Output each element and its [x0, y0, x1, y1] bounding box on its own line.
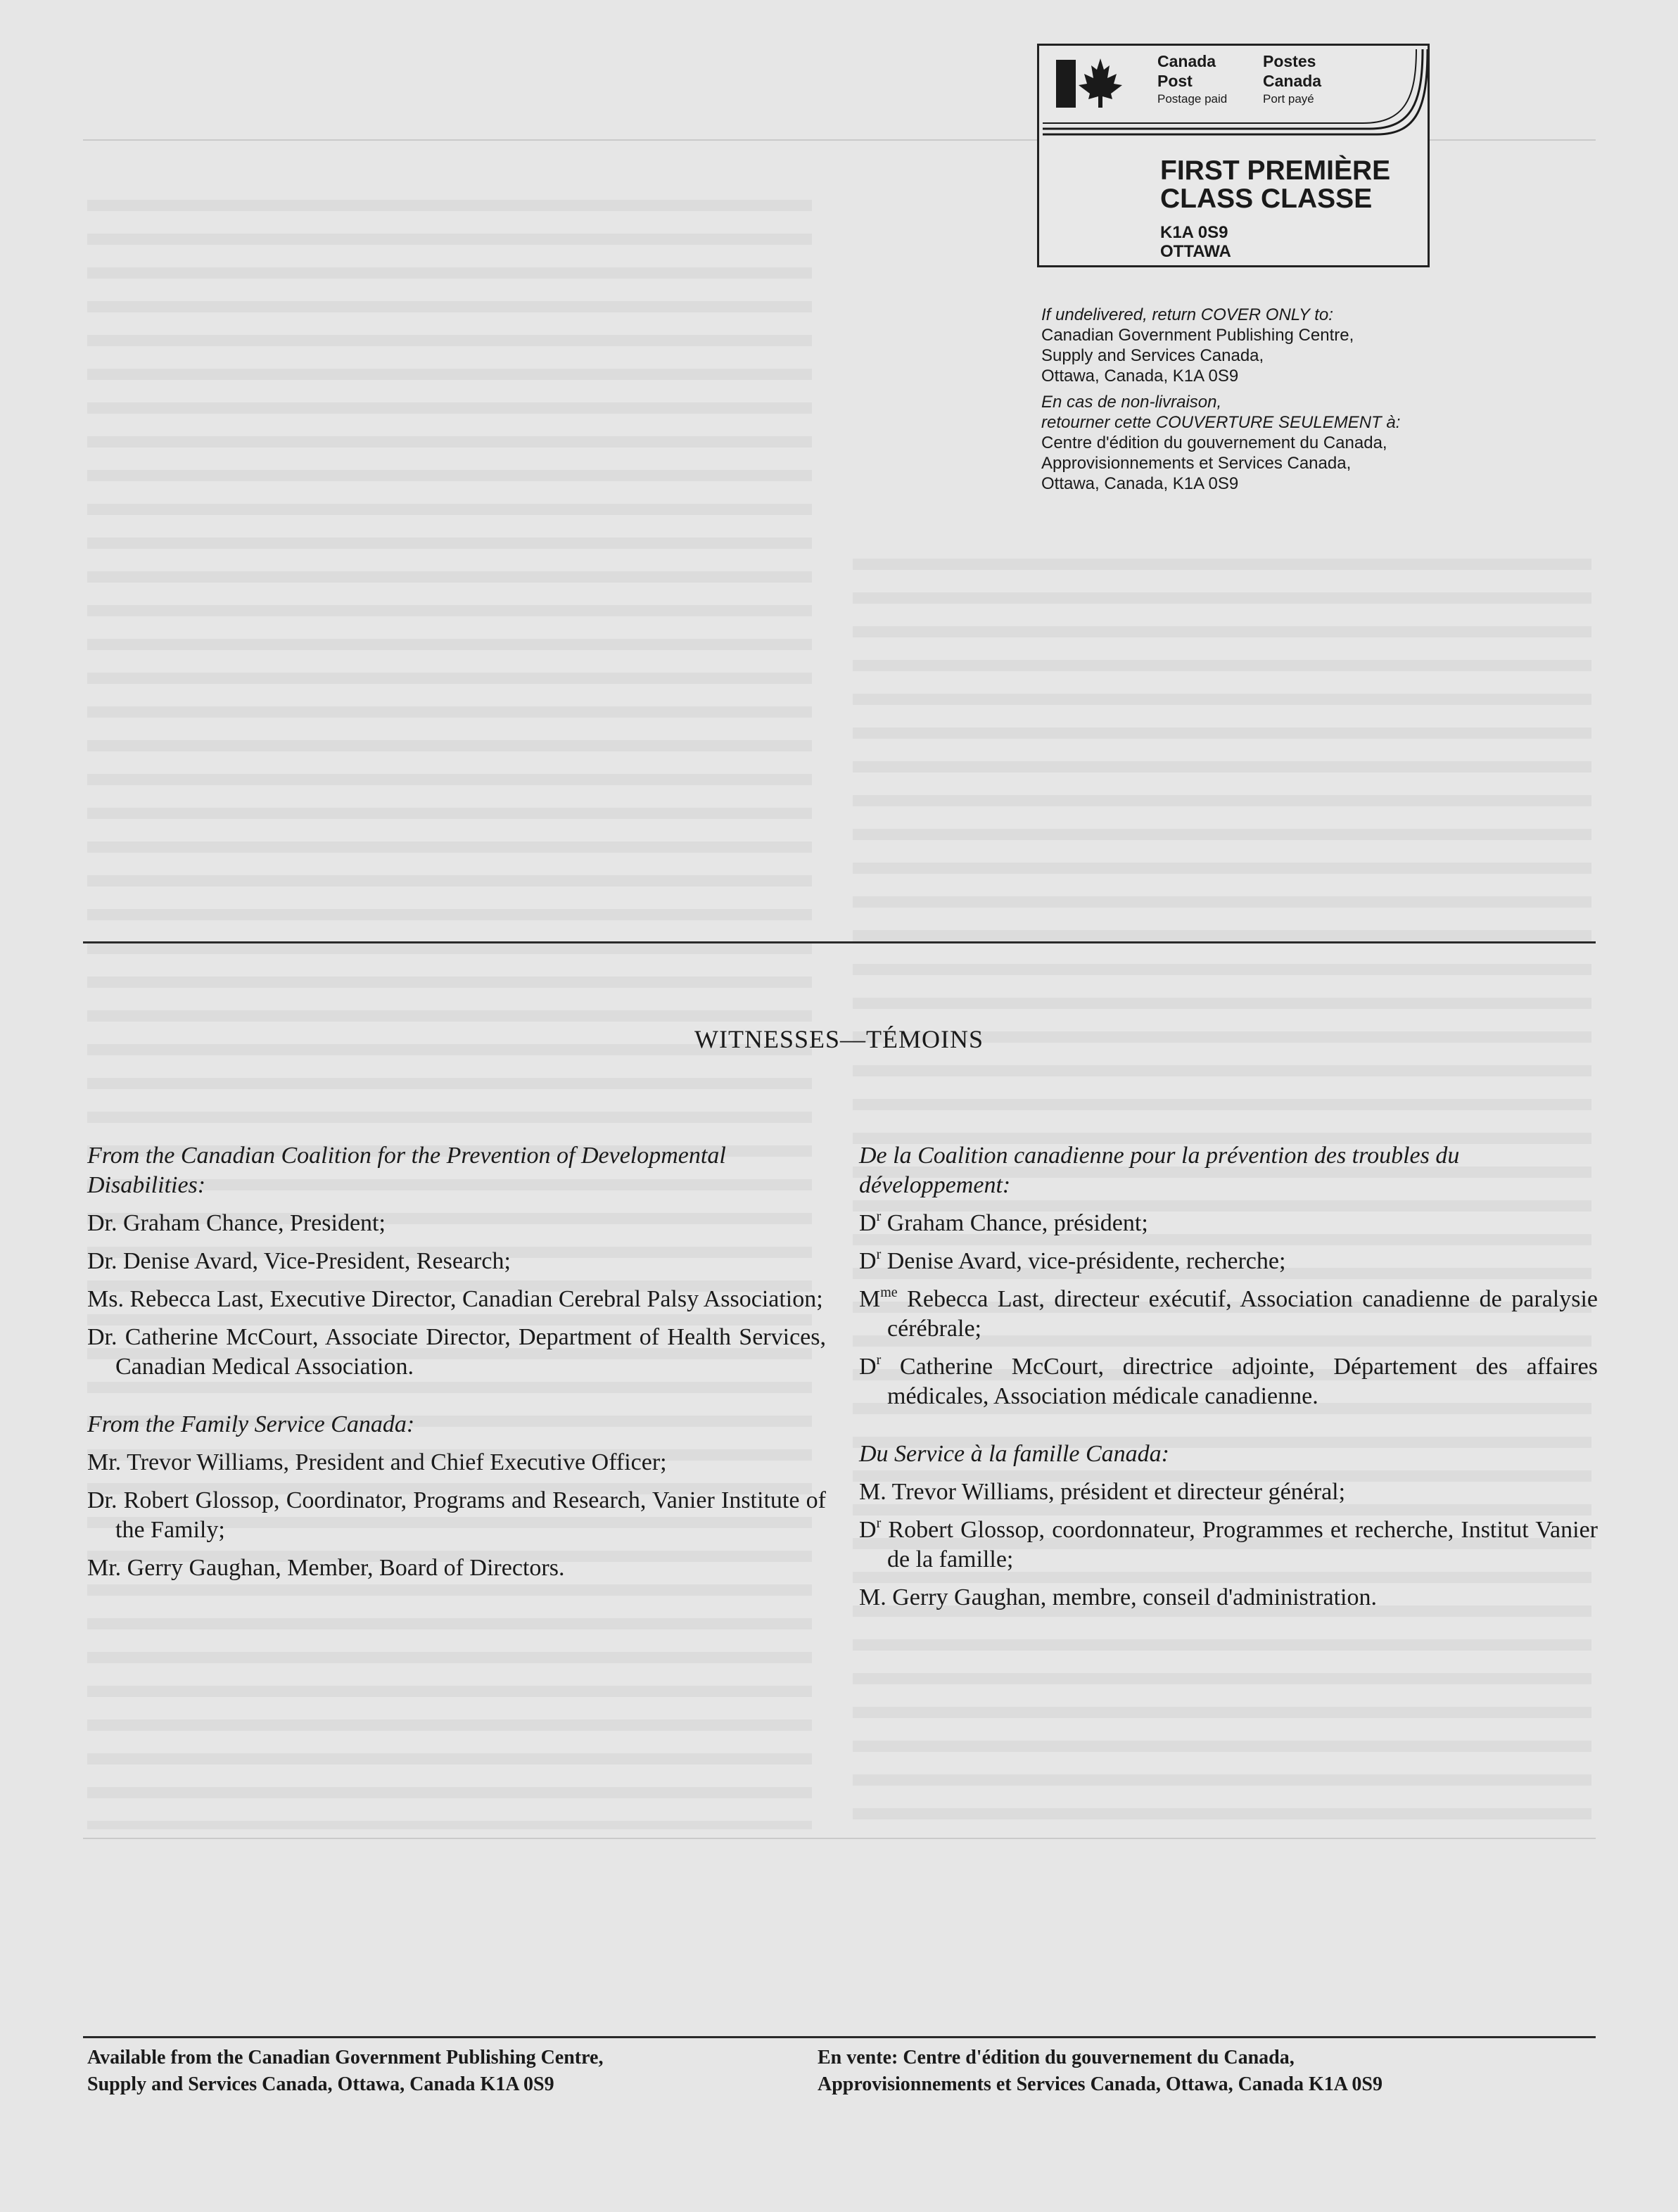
return-fr-line5: Ottawa, Canada, K1A 0S9 — [1041, 474, 1239, 493]
witness-title: M — [859, 1286, 881, 1312]
footer-fr-line2: Approvisionnements et Services Canada, Ottawa, Canada K1A 0S9 — [818, 2073, 1383, 2095]
witness-entry: Dr. Robert Glossop, Coordinator, Programs and Research, Vanier Institute of the Family; — [87, 1487, 826, 1543]
witness-entry — [859, 1209, 1598, 1238]
return-fr-line2: retourner cette COUVERTURE SEULEMENT à: — [1041, 413, 1401, 432]
witness-text: Catherine McCourt, directrice adjointe, Département des affaires médicales, Association médicale canadienne. — [881, 1354, 1598, 1409]
port-paye: Port payé — [1263, 92, 1314, 106]
postage-swoosh — [1039, 46, 1428, 151]
witness-title: D — [859, 1248, 877, 1274]
org-heading: De la Coalition canadienne pour la prévention des troubles du développement: — [859, 1143, 1460, 1198]
title-superscript: r — [876, 1209, 882, 1224]
title-superscript: r — [876, 1352, 882, 1368]
witness-entry: Mr. Trevor Williams, President and Chief Executive Officer; — [87, 1449, 667, 1475]
return-en-line4: Ottawa, Canada, K1A 0S9 — [1041, 367, 1239, 386]
divider-top — [83, 941, 1596, 943]
canada-post-line1: Canada — [1157, 52, 1216, 70]
return-en-line3: Supply and Services Canada, — [1041, 346, 1264, 365]
postal-city: OTTAWA — [1160, 242, 1231, 261]
org-heading: Du Service à la famille Canada: — [859, 1441, 1169, 1467]
witness-title: D — [859, 1517, 877, 1543]
title-superscript: me — [880, 1285, 898, 1300]
witness-text: Rebecca Last, directeur exécutif, Association canadienne de paralysie cérébrale; — [887, 1286, 1598, 1342]
witness-text: M. Trevor Williams, président et directeur général; — [859, 1479, 1346, 1505]
postage-box — [1037, 44, 1430, 267]
return-fr-line1: En cas de non-livraison, — [1041, 393, 1222, 412]
witness-text: Graham Chance, président; — [881, 1210, 1148, 1236]
return-instructions — [1041, 305, 1520, 494]
title-superscript: r — [876, 1247, 882, 1262]
postal-code-block — [1160, 223, 1231, 261]
witness-text: Robert Glossop, coordonnateur, Programmes et recherche, Institut Vanier de la famille; — [881, 1517, 1598, 1572]
return-en-line2: Canadian Government Publishing Centre, — [1041, 326, 1354, 345]
witness-entry: Dr. Graham Chance, President; — [87, 1210, 386, 1236]
witness-entry: Mr. Gerry Gaughan, Member, Board of Directors. — [87, 1555, 565, 1581]
witness-title: D — [859, 1210, 877, 1236]
witness-entry — [859, 1352, 1598, 1411]
mail-class — [1160, 157, 1390, 213]
postes-canada-line2: Canada — [1263, 72, 1322, 90]
footer-en-line1: Available from the Canadian Government Publishing Centre, — [87, 2047, 604, 2068]
footer-fr — [818, 2045, 1383, 2098]
org-heading: From the Family Service Canada: — [87, 1411, 415, 1437]
witness-entry — [859, 1477, 1598, 1507]
witness-text: Denise Avard, vice-présidente, recherche; — [881, 1248, 1286, 1274]
mail-class-line2: CLASS CLASSE — [1160, 184, 1373, 214]
witnesses-fr-column — [859, 1141, 1598, 1621]
ghost-rule-bottom — [83, 1838, 1596, 1839]
return-en-line1: If undelivered, return COVER ONLY to: — [1041, 305, 1333, 324]
witness-entry: Ms. Rebecca Last, Executive Director, Canadian Cerebral Palsy Association; — [87, 1286, 823, 1312]
witness-entry — [859, 1515, 1598, 1575]
witness-entry: Dr. Denise Avard, Vice-President, Research; — [87, 1248, 511, 1274]
canada-post-line2: Post — [1157, 72, 1193, 90]
footer-en-line2: Supply and Services Canada, Ottawa, Canada K1A 0S9 — [87, 2073, 554, 2095]
witness-entry — [859, 1285, 1598, 1344]
postal-code: K1A 0S9 — [1160, 223, 1228, 242]
return-fr-line4: Approvisionnements et Services Canada, — [1041, 454, 1352, 473]
title-superscript: r — [876, 1515, 882, 1531]
witnesses-heading: WITNESSES—TÉMOINS — [694, 1025, 984, 1053]
witness-text: M. Gerry Gaughan, membre, conseil d'administration. — [859, 1584, 1377, 1610]
witness-entry — [859, 1583, 1598, 1613]
return-fr-line3: Centre d'édition du gouvernement du Canada, — [1041, 433, 1387, 452]
footer-fr-line1: En vente: Centre d'édition du gouvernement du Canada, — [818, 2047, 1295, 2068]
org-heading: From the Canadian Coalition for the Prevention of Developmental Disabilities: — [87, 1143, 726, 1198]
divider-bottom — [83, 2036, 1596, 2038]
mail-class-line1: FIRST PREMIÈRE — [1160, 155, 1391, 186]
witness-entry: Dr. Catherine McCourt, Associate Director, Department of Health Services, Canadian Medical Association. — [87, 1324, 826, 1380]
witness-title: D — [859, 1354, 877, 1380]
footer-en — [87, 2045, 603, 2098]
witness-entry — [859, 1247, 1598, 1276]
witnesses-en-column — [87, 1141, 826, 1591]
postes-canada-line1: Postes — [1263, 52, 1316, 70]
postage-paid: Postage paid — [1157, 92, 1228, 106]
